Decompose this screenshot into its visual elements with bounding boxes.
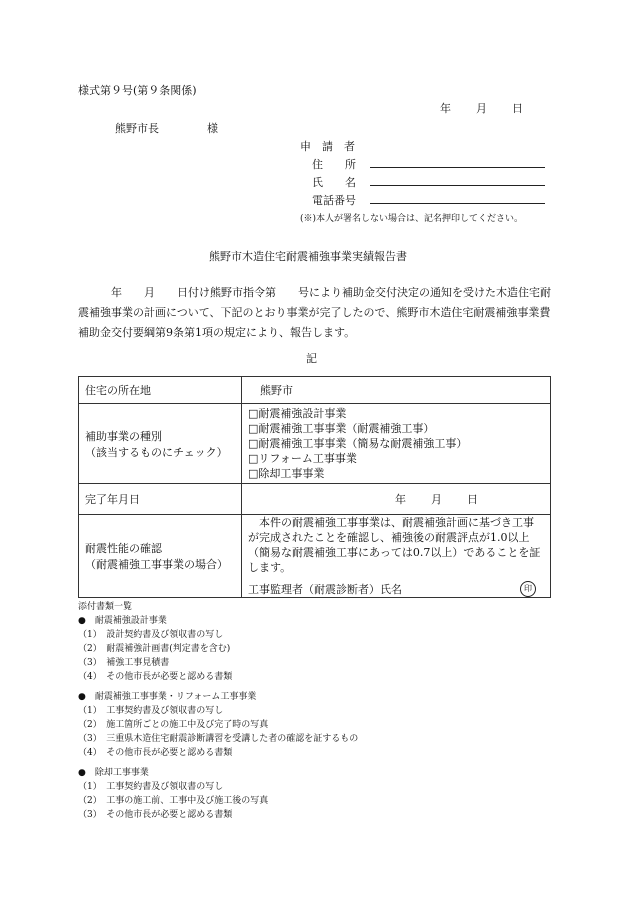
signature-note: (※)本人が署名しない場合は、記名押印してください。 [300,214,524,224]
type-options-cell [242,404,551,484]
performance-cell [242,515,551,598]
checkbox-reform[interactable]: □リフォーム工事事業 [248,452,357,465]
addressee: 熊野市長 [115,122,159,135]
performance-label: 耐震性能の確認 [85,542,162,555]
performance-label-note: （耐震補強工事事業の場合） [85,558,228,571]
address-label: 住 所 [312,158,356,171]
address-field[interactable] [370,167,545,168]
group1-item-1: （1） 設計契約書及び領収書の写し [78,630,224,640]
type-label: 補助事業の種別 [85,429,162,443]
phone-field[interactable] [370,203,545,204]
checkbox-demolition[interactable]: □除却工事事業 [248,467,325,480]
group2-item-1: （1） 工事契約書及び領収書の写し [78,706,224,716]
location-label: 住宅の所在地 [79,377,242,404]
form-number: 様式第９号(第９条関係) [78,84,197,97]
header-date-day: 日 [512,102,523,115]
table-row-performance [79,515,551,598]
performance-label-cell [79,515,242,598]
name-label: 氏 名 [312,176,356,189]
completion-day: 日 [467,493,478,506]
ki-heading: 記 [306,352,317,365]
group1-item-4: （4） その他市長が必要と認める書類 [78,672,233,682]
group3-item-1: （1） 工事契約書及び領収書の写し [78,782,224,792]
seal-stamp: 印 [520,581,536,597]
header-date-month: 月 [476,102,487,115]
document-title: 熊野市木造住宅耐震補強事業実績報告書 [209,250,407,263]
body-paragraph: 年 月 日付け熊野市指令第 号により補助金交付決定の通知を受けた木造住宅耐震補強事業の計画について、下記のとおり事業が完了したので、熊野市木造住宅耐震補強事業費補助金交付要綱第9条第1項の規定により、報告します。 [78,286,551,339]
group3-item-2: （2） 工事の施工前、工事中及び施工後の写真 [78,796,269,806]
supervisor-row [248,581,544,597]
type-label-note: （該当するものにチェック） [85,445,228,459]
completion-date-cell[interactable] [242,484,551,515]
type-label-cell [79,404,242,484]
table-row-type [79,404,551,484]
addressee-honorific: 様 [207,122,218,135]
header-date-year: 年 [440,102,451,115]
completion-month: 月 [431,493,442,506]
attachments-heading: 添付書類一覧 [78,602,133,612]
group2-title: ● 耐震補強工事事業・リフォーム工事事業 [78,692,257,702]
group2-item-4: （4） その他市長が必要と認める書類 [78,748,233,758]
checkbox-reinforcement[interactable]: □耐震補強工事事業（耐震補強工事） [248,422,435,435]
group1-item-2: （2） 耐震補強計画書(判定書を含む) [78,644,231,654]
table-row-location [79,377,551,404]
report-table [78,376,551,598]
group3-item-3: （3） その他市長が必要と認める書類 [78,810,233,820]
group2-item-2: （2） 施工箇所ごとの施工中及び完了時の写真 [78,720,269,730]
table-row-completion [79,484,551,515]
checkbox-simple-reinforcement[interactable]: □耐震補強工事事業（簡易な耐震補強工事） [248,437,468,450]
checkbox-design[interactable]: □耐震補強設計事業 [248,407,347,420]
phone-label: 電話番号 [312,194,356,207]
applicant-heading: 申 請 者 [300,140,355,153]
supervisor-label: 工事監理者（耐震診断者）氏名 [248,583,402,596]
group1-item-3: （3） 補強工事見積書 [78,658,170,668]
group3-title: ● 除却工事事業 [78,768,149,778]
group1-title: ● 耐震補強設計事業 [78,616,167,626]
group2-item-3: （3） 三重県木造住宅耐震診断講習を受講した者の確認を証するもの [78,734,359,744]
performance-statement: 本件の耐震補強工事事業は、耐震補強計画に基づき工事が完成されたことを確認し、補強後の耐震評点が1.0以上（簡易な耐震補強工事にあっては0.7以上）であることを証します。 [248,516,541,574]
location-value[interactable]: 熊野市 [242,377,551,404]
completion-year: 年 [395,493,406,506]
completion-label: 完了年月日 [79,484,242,515]
name-field[interactable] [370,185,545,186]
